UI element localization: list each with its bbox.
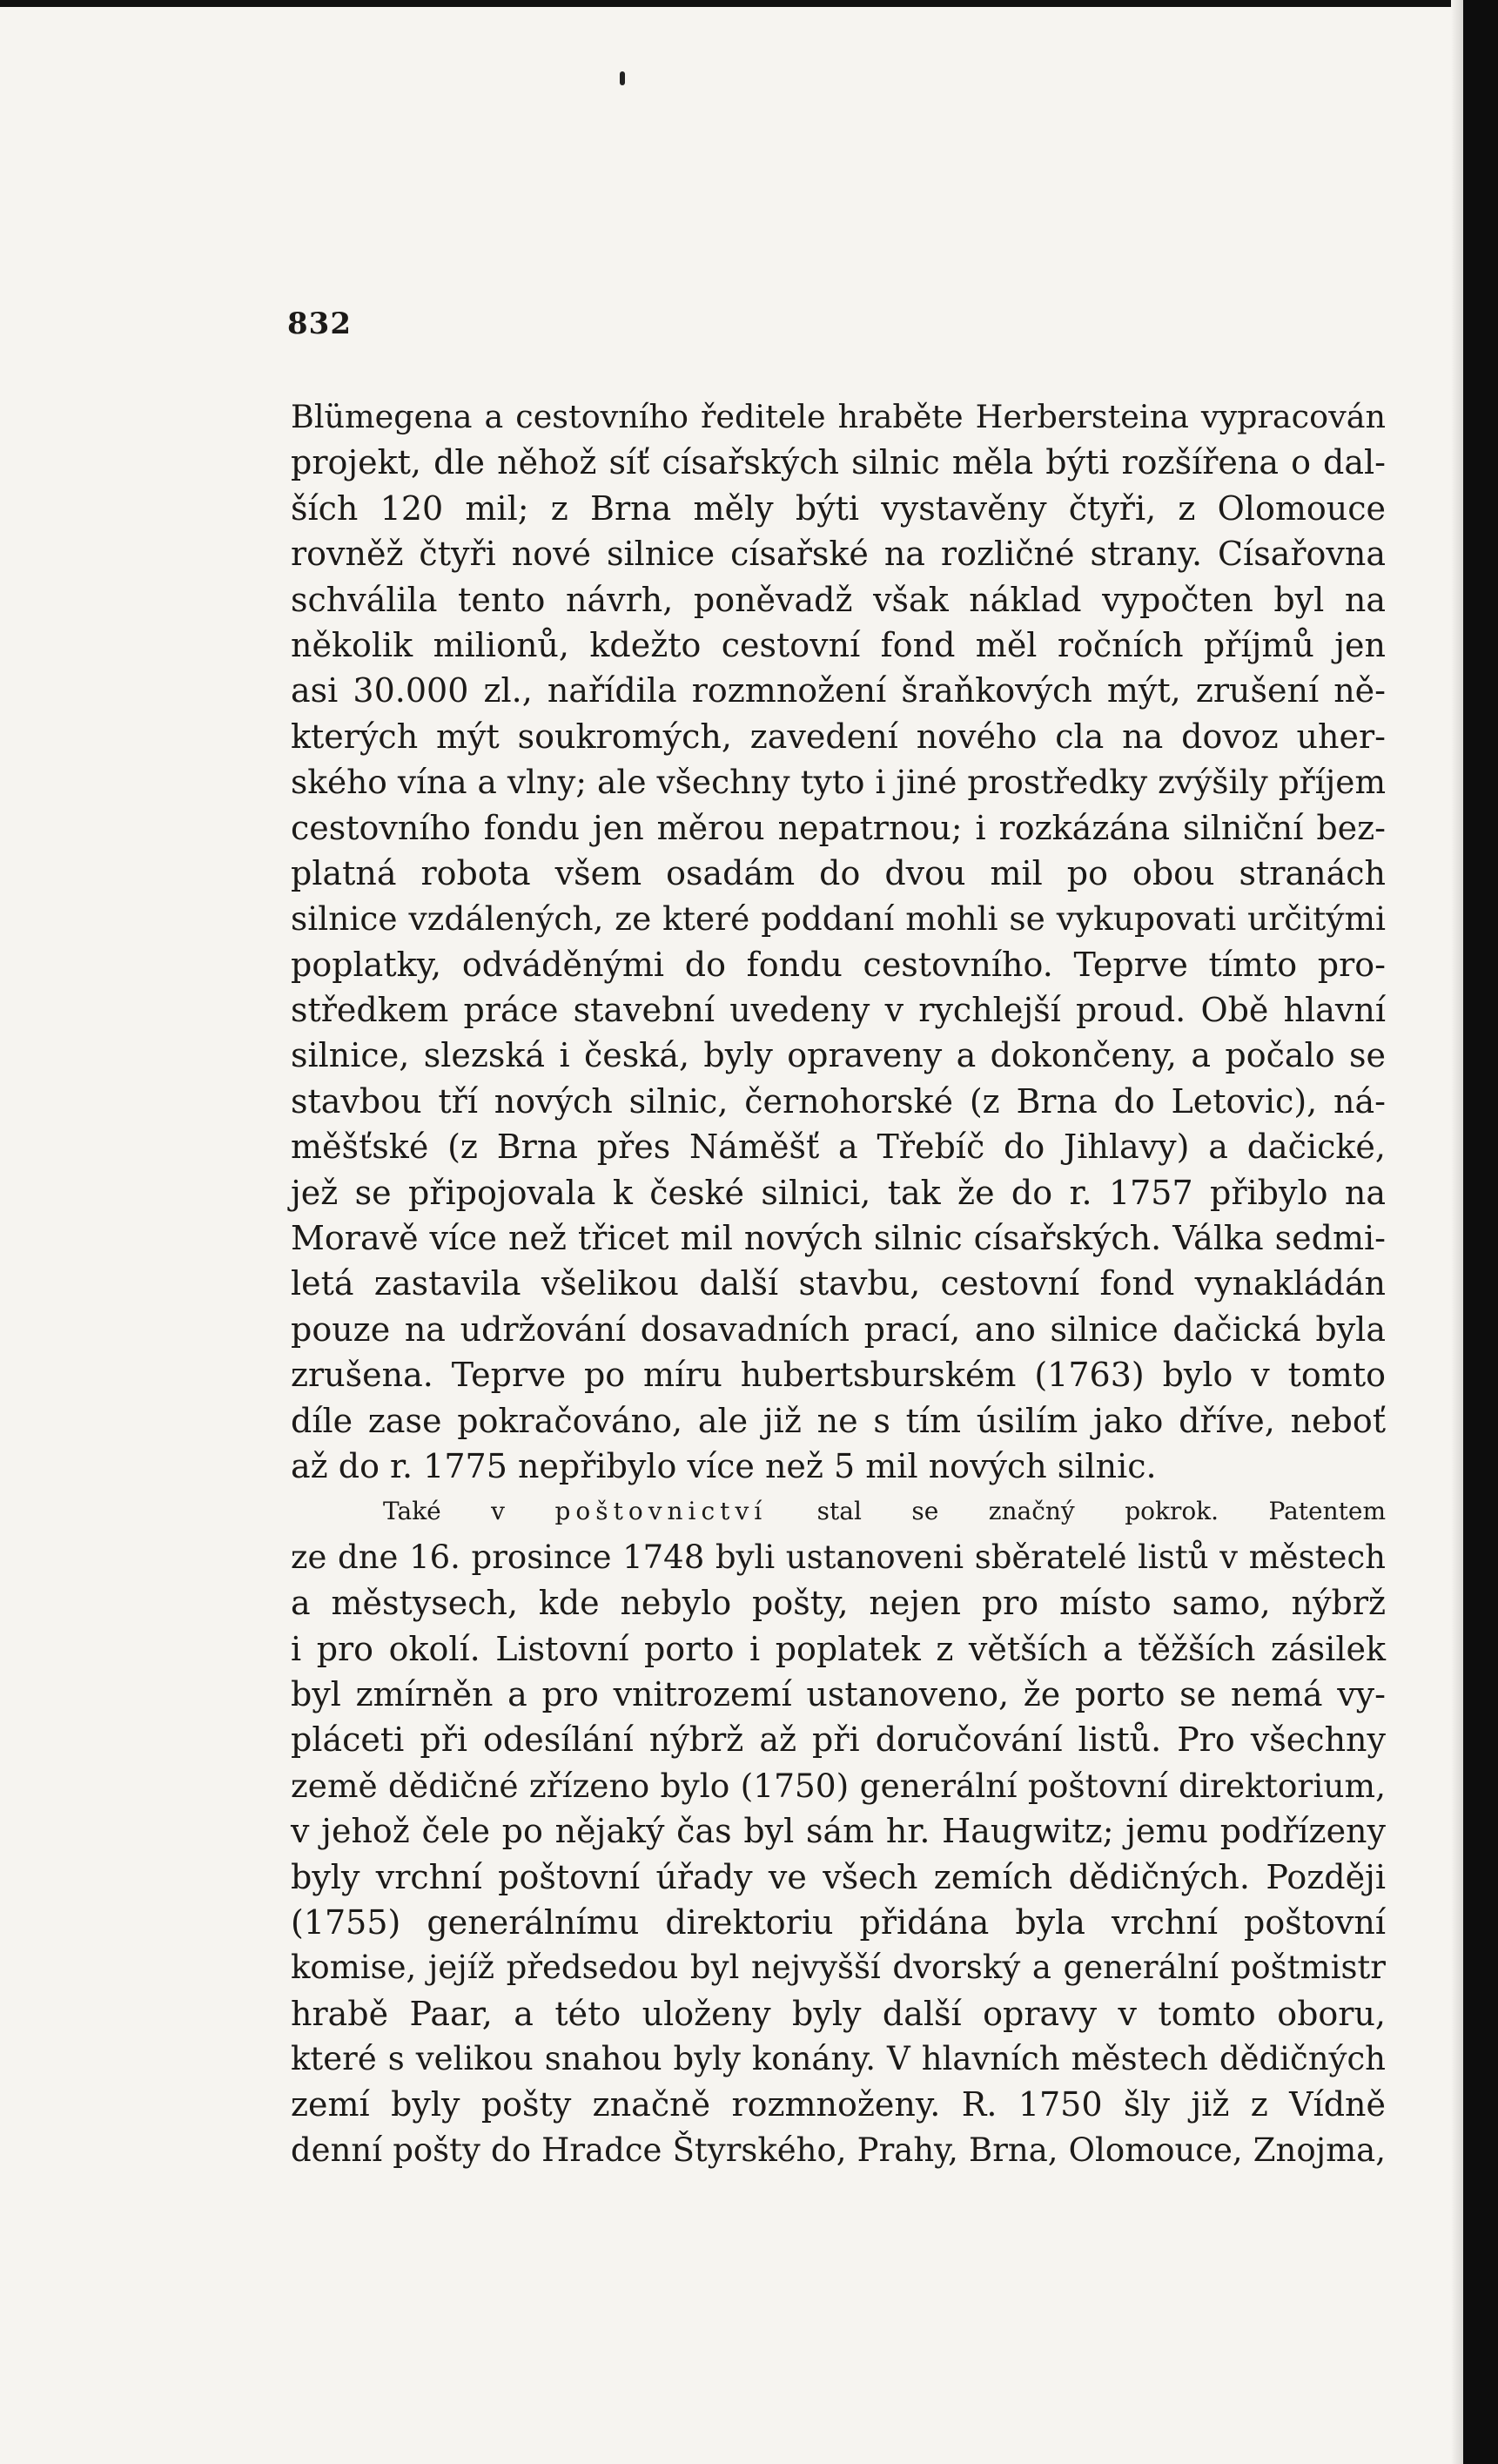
text-line: zemí byly pošty značně rozmnoženy. R. 1750 šly již z Vídně [291,2085,1386,2124]
paragraph-first-line [291,1489,1386,1534]
text-line: projekt, dle něhož síť císařských silnic měla býti rozšířena o dal- [291,443,1386,482]
text-line: kterých mýt soukromých, zavedení nového cla na dovoz uher- [291,717,1386,756]
scan-right-edge [1463,0,1498,2464]
emphasized-word: poštovnictví [554,1497,768,1526]
text-line: denní pošty do Hradce Štyrského, Prahy, Brna, Olomouce, Znojma, [291,2131,1386,2169]
scan-top-edge [0,0,1498,7]
line-part: stal se značný pokrok. Patentem [767,1497,1386,1526]
page-fold-shadow [1451,0,1463,2464]
text-line: asi 30.000 zl., nařídila rozmnožení šraňkových mýt, zrušení ně- [291,671,1386,710]
text-line: i pro okolí. Listovní porto i poplatek z větších a těžších zásilek [291,1629,1386,1668]
text-line: až do r. 1775 nepřibylo více než 5 mil nových silnic. [291,1446,1157,1485]
text-line: letá zastavila všelikou další stavbu, cestovní fond vynakládán [291,1264,1386,1303]
text-line: Moravě více než třicet mil nových silnic císařských. Válka sedmi- [291,1219,1386,1258]
paragraph-postal-service [291,1489,1386,2173]
text-line: pouze na udržování dosavadních prací, ano silnice dačická byla [291,1309,1386,1349]
text-line: poplatky, odváděnými do fondu cestovního. Teprve tímto pro- [291,945,1386,984]
text-line: a městysech, kde nebylo pošty, nejen pro místo samo, nýbrž [291,1584,1386,1623]
text-line: ze dne 16. prosince 1748 byli ustanoveni sběratelé listů v městech [291,1538,1386,1576]
text-line: silnice, slezská i česká, byly opraveny a dokončeny, a počalo se [291,1036,1386,1075]
text-line: Blümegena a cestovního ředitele hraběte Herbersteina vypracován [291,398,1386,435]
text-line: byl zmírněn a pro vnitrozemí ustanoveno, že porto se nemá vy- [291,1674,1386,1713]
text-line: ších 120 mil; z Brna měly býti vystavěny čtyři, z Olomouce [291,488,1386,528]
text-line: pláceti při odesílání nýbrž až při doručování listů. Pro všechny [291,1720,1386,1760]
text-line: měšťské (z Brna přes Náměšť a Třebíč do Jihlavy) a dačické, [291,1128,1386,1167]
text-line: středkem práce stavební uvedeny v rychlejší proud. Obě hlavní [291,991,1386,1030]
text-line: byly vrchní poštovní úřady ve všech zemích dědičných. Později [291,1857,1386,1896]
text-line: země dědičné zřízeno bylo (1750) generální poštovní direktorium, [291,1766,1386,1805]
paragraph-roads [291,394,1386,1489]
text-line: platná robota všem osadám do dvou mil po obou stranách [291,853,1386,892]
text-line: v jehož čele po nějaký čas byl sám hr. Haugwitz; jemu podřízeny [291,1812,1386,1851]
body-text [291,394,1386,2173]
text-line: rovněž čtyři nové silnice císařské na rozličné strany. Císařovna [291,535,1386,574]
page-number: 832 [287,306,352,341]
text-line: stavbou tří nových silnic, černohorské (z Brna do Letovic), ná- [291,1081,1386,1121]
text-line: cestovního fondu jen měrou nepatrnou; i rozkázána silniční bez- [291,808,1386,847]
text-line: zrušena. Teprve po míru hubertsburském (1763) bylo v tomto [291,1356,1386,1395]
text-line: ského vína a vlny; ale všechny tyto i jiné prostředky zvýšily příjem [291,763,1386,802]
text-line: silnice vzdálených, ze které poddaní mohli se vykupovati určitými [291,899,1386,939]
text-line: díle zase pokračováno, ale již ne s tím úsilím jako dříve, neboť [291,1401,1386,1440]
text-line: hrabě Paar, a této uloženy byly další opravy v tomto oboru, [291,1994,1386,2033]
text-line: schválila tento návrh, poněvadž však náklad vypočten byl na [291,580,1386,619]
text-line: komise, jejíž předsedou byl nejvyšší dvorský a generální poštmistr [291,1949,1386,1987]
text-line: které s velikou snahou byly konány. V hlavních městech dědičných [291,2040,1386,2078]
line-part: Také v [383,1497,555,1526]
text-line: (1755) generálnímu direktoriu přidána byla vrchní poštovní [291,1902,1386,1942]
text-line: jež se připojovala k české silnici, tak že do r. 1757 přibylo na [291,1173,1386,1212]
ink-speck [620,71,625,85]
text-line: několik milionů, kdežto cestovní fond měl ročních příjmů jen [291,625,1386,664]
